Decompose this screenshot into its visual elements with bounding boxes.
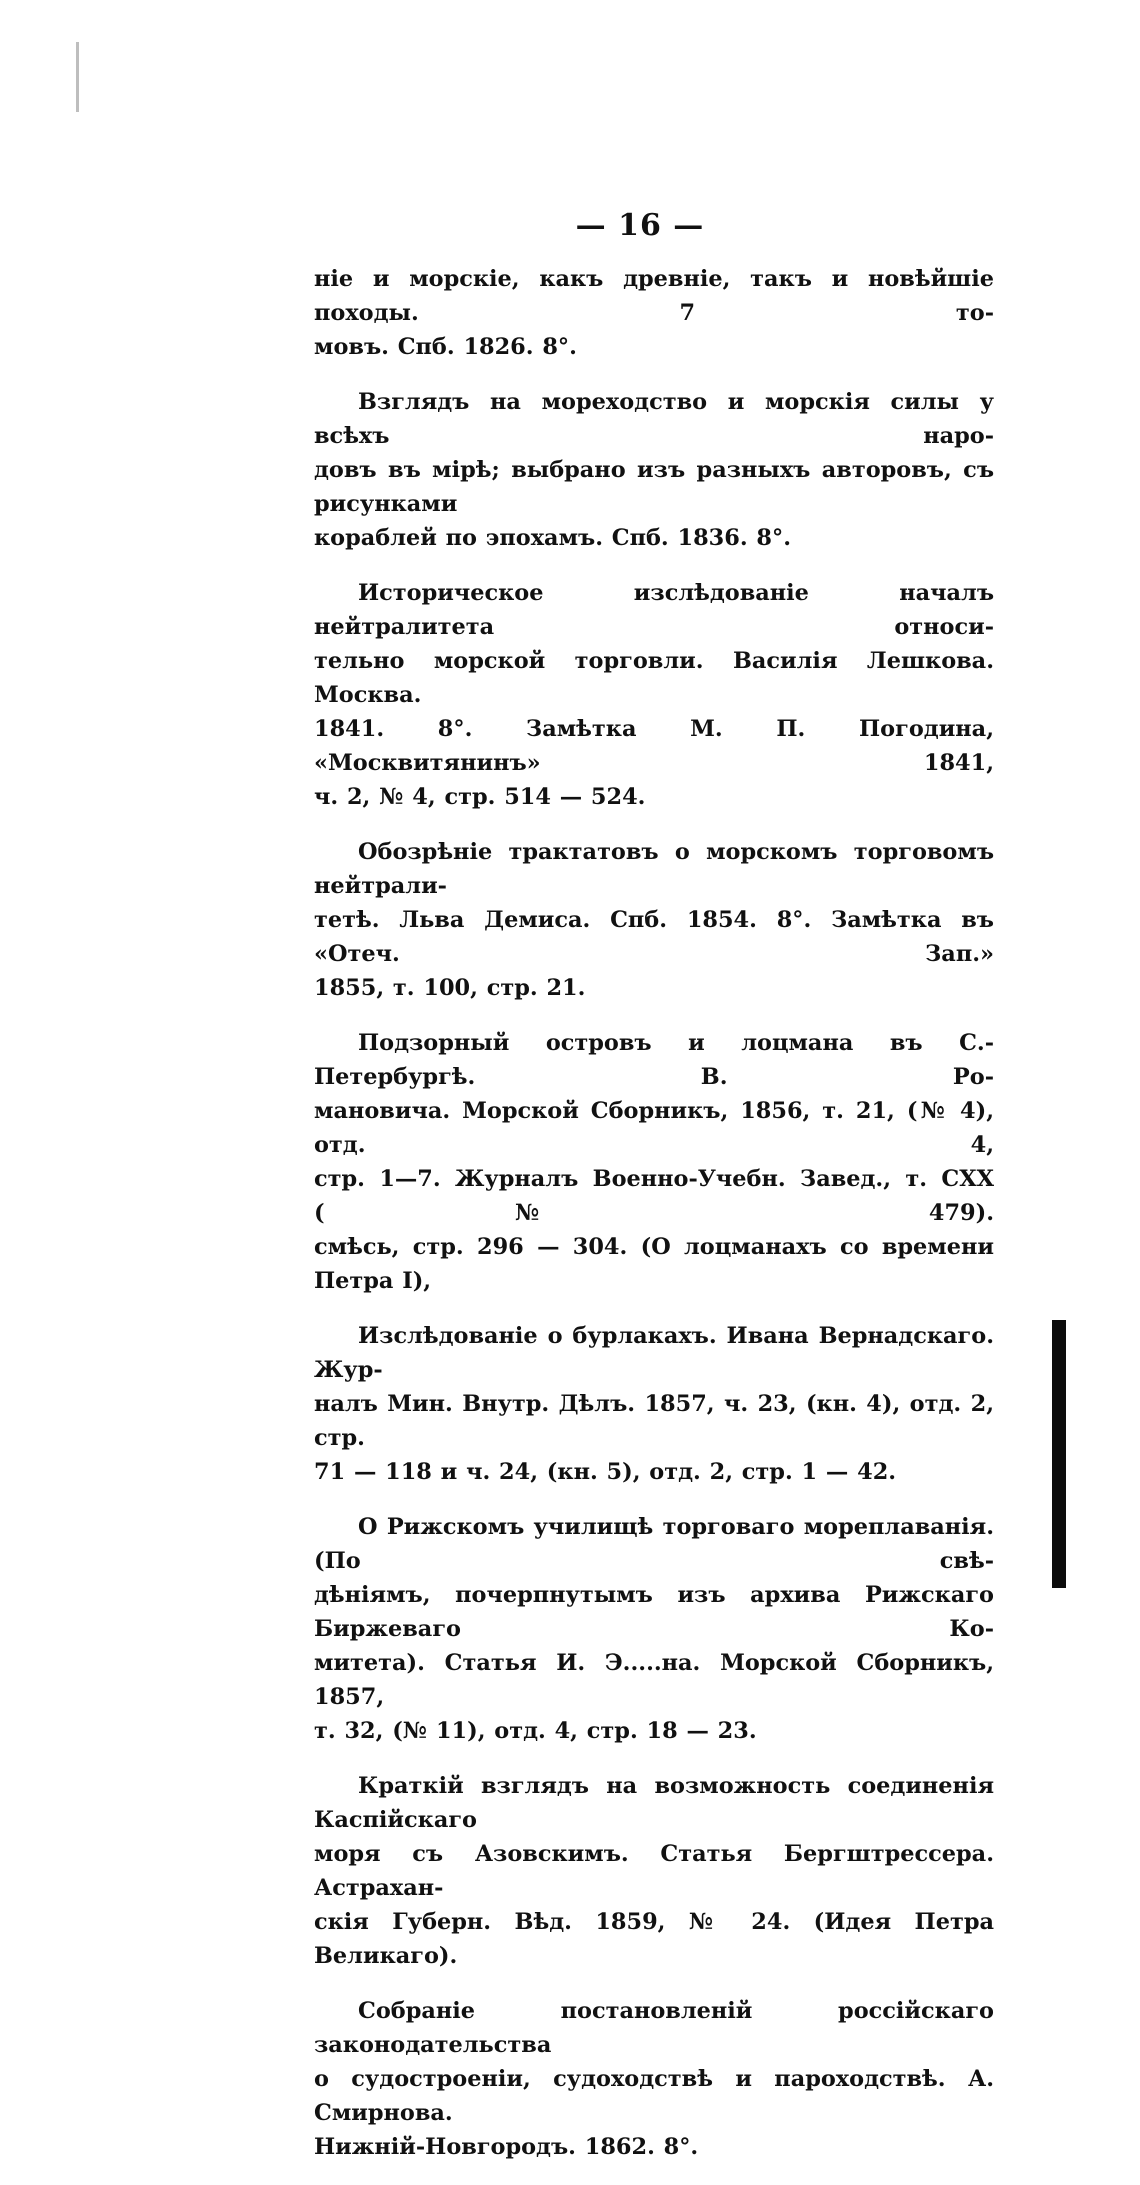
entry-line: 71 — 118 и ч. 24, (кн. 5), отд. 2, стр. 1 — 42. [314, 1459, 897, 1485]
bibliography-list [314, 262, 994, 2185]
entry-line: т. 32, (№ 11), отд. 4, стр. 18 — 23. [314, 1718, 757, 1744]
entry-line: смѣсь, стр. 296 — 304. (О лоцманахъ со времени Петра I), [314, 1234, 994, 1294]
entry-line: дѣніямъ, почерпнутымъ изъ архива Рижскаго Биржеваго Ко- [314, 1582, 994, 1642]
entry-line: скія Губерн. Вѣд. 1859, № 24. (Идея Петра Великаго). [314, 1909, 994, 1969]
entry-line: о судостроеніи, судоходствѣ и пароходствѣ. А. Смирнова. [314, 2066, 994, 2126]
scan-edge-bar [1052, 1320, 1066, 1588]
bibliography-entry [314, 1026, 994, 1298]
entry-line: моря съ Азовскимъ. Статья Бергштрессера. Астрахан- [314, 1841, 994, 1901]
bibliography-entry [314, 385, 994, 555]
bibliography-entry [314, 262, 994, 364]
entry-line: Обозрѣніе трактатовъ о морскомъ торговомъ нейтрали- [314, 839, 994, 899]
bibliography-entry [314, 1769, 994, 1973]
entry-line: мановича. Морской Сборникъ, 1856, т. 21, (№ 4), отд. 4, [314, 1098, 994, 1158]
bibliography-entry [314, 1994, 994, 2164]
entry-line: Изслѣдованіе о бурлакахъ. Ивана Вернадскаго. Жур- [314, 1323, 994, 1383]
bibliography-entry [314, 835, 994, 1005]
entry-line: 1841. 8°. Замѣтка М. П. Погодина, «Москвитянинъ» 1841, [314, 716, 994, 776]
bibliography-entry [314, 1510, 994, 1748]
entry-line: ч. 2, № 4, стр. 514 — 524. [314, 784, 646, 810]
entry-line: 1855, т. 100, стр. 21. [314, 975, 586, 1001]
entry-line: налъ Мин. Внутр. Дѣлъ. 1857, ч. 23, (кн. 4), отд. 2, стр. [314, 1391, 994, 1451]
entry-line: митета). Статья И. Э.....на. Морской Сборникъ, 1857, [314, 1650, 994, 1710]
entry-line: кораблей по эпохамъ. Спб. 1836. 8°. [314, 525, 791, 551]
entry-line: Подзорный островъ и лоцмана въ С.-Петербургѣ. В. Ро- [314, 1030, 994, 1090]
entry-line: тельно морской торговли. Василія Лешкова. Москва. [314, 648, 994, 708]
scan-binding-edge [76, 42, 79, 112]
entry-line: ніе и морскіе, какъ древніе, такъ и новѣйшіе походы. 7 то- [314, 266, 994, 326]
entry-line: тетѣ. Льва Демиса. Спб. 1854. 8°. Замѣтка въ «Отеч. Зап.» [314, 907, 994, 967]
entry-line: О Рижскомъ училищѣ торговаго мореплаванія. (По свѣ- [314, 1514, 994, 1574]
entry-line: стр. 1—7. Журналъ Военно-Учебн. Завед., т. CXX (№ 479). [314, 1166, 994, 1226]
entry-line: Собраніе постановленій россійскаго законодательства [314, 1998, 994, 2058]
entry-line: Краткій взглядъ на возможность соединенія Каспійскаго [314, 1773, 994, 1833]
entry-line: Взглядъ на мореходство и морскія силы у всѣхъ наро- [314, 389, 994, 449]
entry-line: довъ въ мірѣ; выбрано изъ разныхъ авторовъ, съ рисунками [314, 457, 994, 517]
page-number: — 16 — [575, 208, 705, 243]
entry-line: Нижній-Новгородъ. 1862. 8°. [314, 2134, 699, 2160]
bibliography-entry [314, 576, 994, 814]
entry-line: Историческое изслѣдованіе началъ нейтралитета относи- [314, 580, 994, 640]
entry-line: мовъ. Спб. 1826. 8°. [314, 334, 577, 360]
bibliography-entry [314, 1319, 994, 1489]
